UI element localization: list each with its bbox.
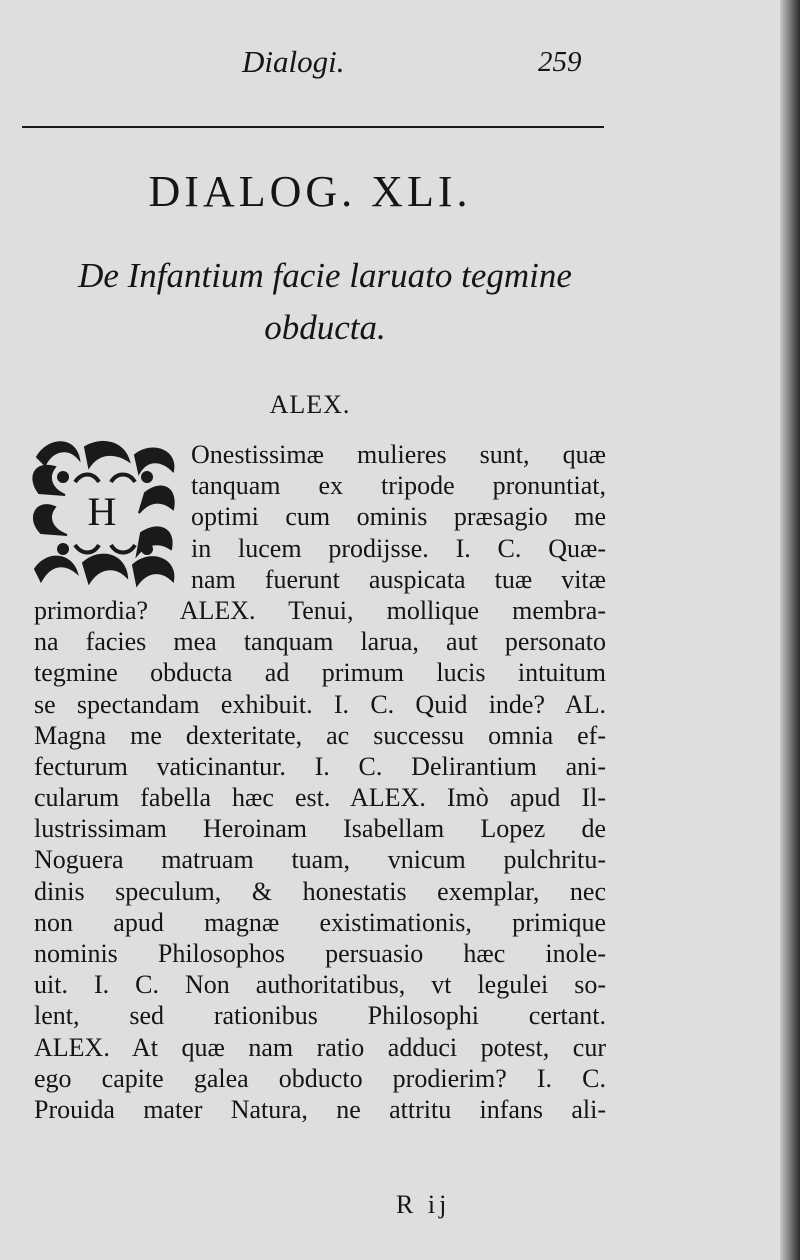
running-head: [0, 44, 620, 94]
chapter-title: [30, 250, 620, 354]
body-line-2: tanquam ex tripode pronuntiat,: [191, 471, 606, 501]
body-line-6: primordia? ALEX. Tenui, mollique membra-: [34, 595, 606, 625]
body-line-14: Noguera matruam tuam, vnicum pulchritu-: [34, 845, 606, 875]
signature-mark: R ij: [396, 1190, 451, 1219]
body-line-18: uit. I. C. Non authoritatibus, vt legulei so-: [34, 970, 606, 1000]
initial-letter: H: [87, 489, 117, 534]
body-line-17: nominis Philosophos persuasio hæc inole-: [34, 939, 606, 968]
body-line-3: optimi cum ominis præsagio me: [191, 502, 606, 532]
body-line-22: Prouida mater Natura, ne attritu infans ali-: [34, 1094, 606, 1124]
body-line-13: lustrissimam Heroinam Isabellam Lopez de: [34, 814, 606, 844]
body-line-21: ego capite galea obducto prodierim? I. C.: [34, 1063, 606, 1093]
body-line-19: lent, sed rationibus Philosophi certant.: [34, 1001, 606, 1031]
chapter-title-line-1: De Infantium facie laruato tegmine: [78, 256, 572, 295]
dialog-number: DIALOG. XLI.: [148, 167, 472, 216]
body-line-7: na facies mea tanquam larua, aut personato: [34, 627, 606, 657]
body-line-11: fecturum vaticinantur. I. C. Delirantium ani-: [34, 751, 606, 781]
page-edge-shadow: [780, 0, 800, 1260]
header-rule: [22, 126, 604, 128]
body-text: [34, 439, 606, 1125]
body-line-4: in lucem prodijsse. I. C. Quæ-: [191, 533, 606, 563]
body-line-10: Magna me dexteritate, ac successu omnia ef-: [34, 720, 606, 750]
body-line-12: cularum fabella hæc est. ALEX. Imò apud Il-: [34, 783, 606, 813]
speaker-heading: ALEX.: [269, 390, 351, 419]
body-line-15: dinis speculum, & honestatis exemplar, nec: [34, 876, 606, 906]
body-line-8: tegmine obducta ad primum lucis intuitum: [34, 658, 606, 688]
body-line-1: Onestissimæ mulieres sunt, quæ: [191, 440, 606, 469]
chapter-title-line-2: obducta.: [264, 308, 386, 347]
body-line-9: se spectandam exhibuit. I. C. Quid inde? AL.: [34, 689, 606, 719]
running-title: Dialogi.: [242, 44, 345, 79]
body-line-16: non apud magnæ existimationis, primique: [34, 907, 606, 937]
body-line-20: ALEX. At quæ nam ratio adduci potest, cur: [34, 1032, 606, 1062]
body-line-5: nam fuerunt auspicata tuæ vitæ: [191, 564, 606, 594]
page-number: 259: [538, 46, 582, 78]
